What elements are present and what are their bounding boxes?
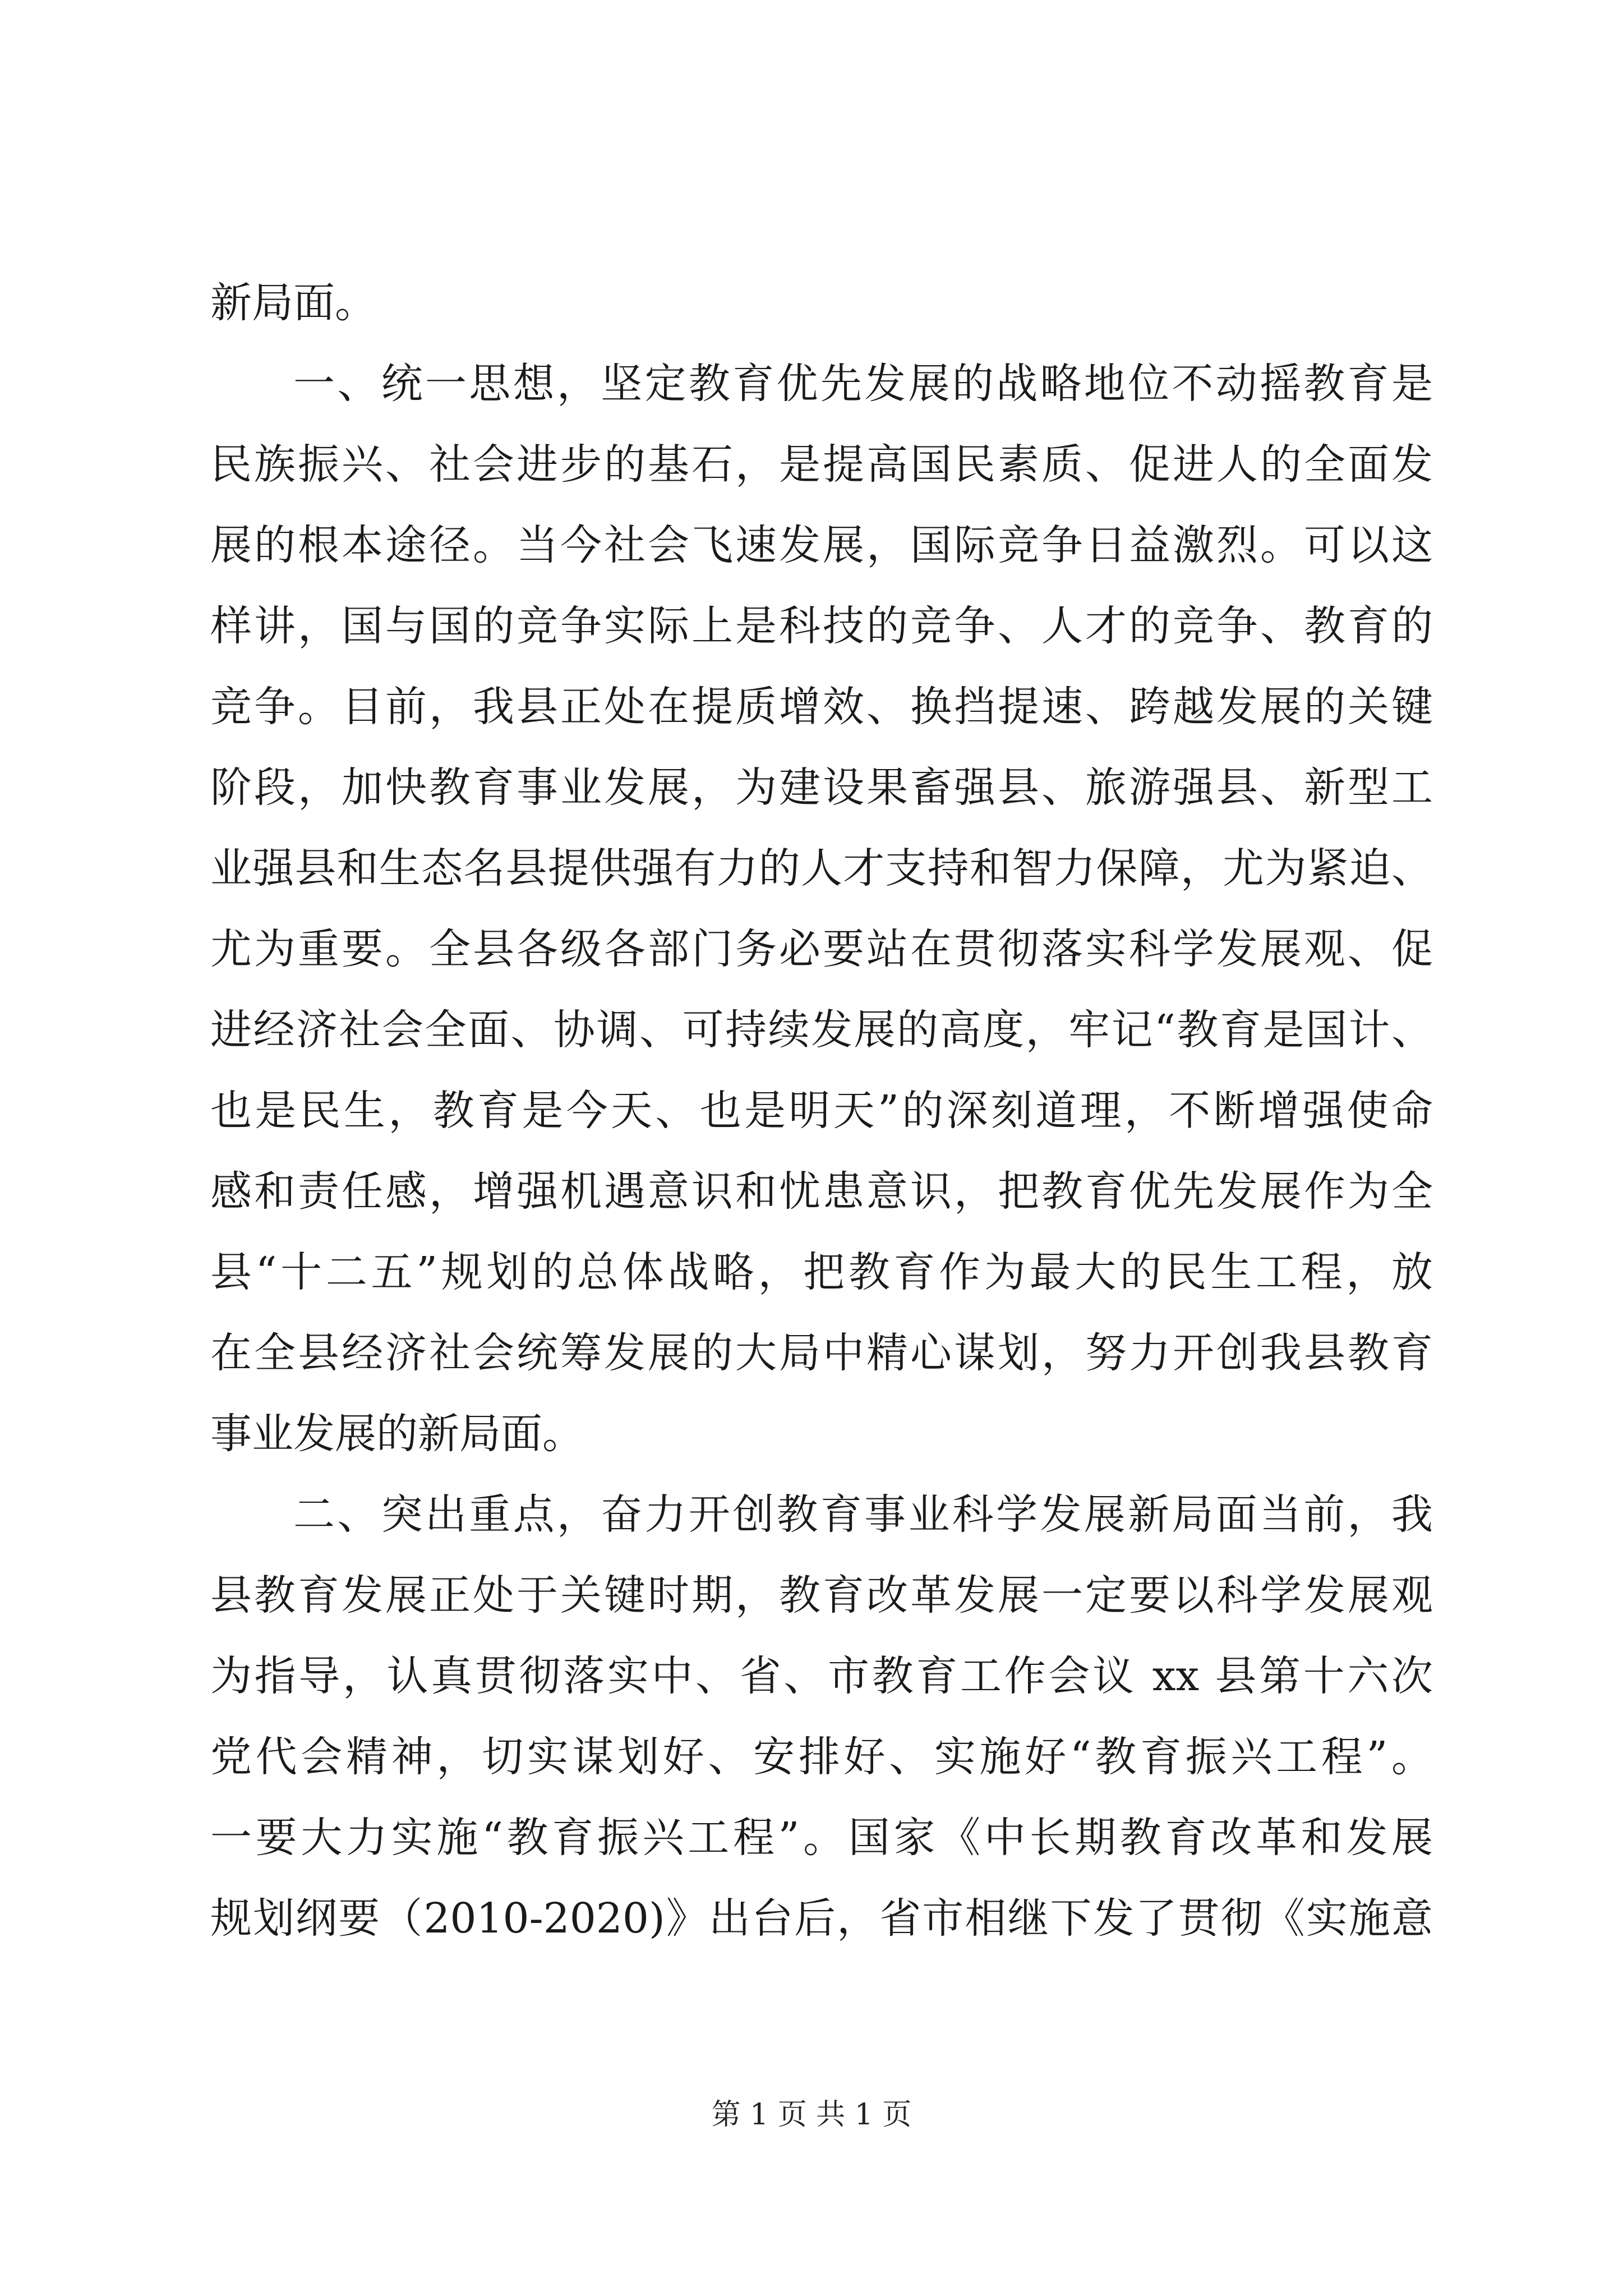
text-line: 规划纲要（2010-2020)》出台后，省市相继下发了贯彻《实施意 <box>210 1894 1433 1943</box>
text-line: 也是民生，教育是今天、也是明天”的深刻道理，不断增强使命 <box>210 1087 1433 1135</box>
paragraph-heading-line: 二、突出重点，奋力开创教育事业科学发展新局面当前，我 <box>293 1490 1433 1539</box>
text-line: 进经济社会全面、协调、可持续发展的高度，牢记“教育是国计、 <box>210 1006 1433 1054</box>
text-line: 党代会精神，切实谋划好、安排好、实施好“教育振兴工程”。 <box>210 1733 1433 1781</box>
text-line: 阶段，加快教育事业发展，为建设果畜强县、旅游强县、新型工 <box>210 763 1433 812</box>
text-line: 县“十二五”规划的总体战略，把教育作为最大的民生工程，放 <box>210 1248 1433 1296</box>
text-line: 民族振兴、社会进步的基石，是提高国民素质、促进人的全面发 <box>210 440 1433 489</box>
text-line: 样讲，国与国的竞争实际上是科技的竞争、人才的竞争、教育的 <box>210 602 1433 650</box>
text-line: 一要大力实施“教育振兴工程”。国家《中长期教育改革和发展 <box>210 1814 1433 1862</box>
paragraph-heading-line: 一、统一思想，坚定教育优先发展的战略地位不动摇教育是 <box>293 360 1433 408</box>
text-line: 展的根本途径。当今社会飞速发展，国际竞争日益激烈。可以这 <box>210 521 1433 569</box>
body-text <box>210 263 1433 1959</box>
text-line: 为指导，认真贯彻落实中、省、市教育工作会议 xx 县第十六次 <box>210 1652 1433 1700</box>
text-line: 业强县和生态名县提供强有力的人才支持和智力保障，尤为紧迫、 <box>210 844 1433 892</box>
text-line: 县教育发展正处于关键时期，教育改革发展一定要以科学发展观 <box>210 1571 1433 1619</box>
page-footer: 第 1 页 共 1 页 <box>711 2098 912 2132</box>
text-line: 事业发展的新局面。 <box>210 1410 584 1458</box>
text-line: 竞争。目前，我县正处在提质增效、换挡提速、跨越发展的关键 <box>210 683 1433 731</box>
text-line: 感和责任感，增强机遇意识和忧患意识，把教育优先发展作为全 <box>210 1167 1433 1216</box>
text-line: 新局面。 <box>210 279 376 327</box>
text-line: 尤为重要。全县各级各部门务必要站在贯彻落实科学发展观、促 <box>210 925 1433 973</box>
text-line: 在全县经济社会统筹发展的大局中精心谋划，努力开创我县教育 <box>210 1329 1433 1377</box>
